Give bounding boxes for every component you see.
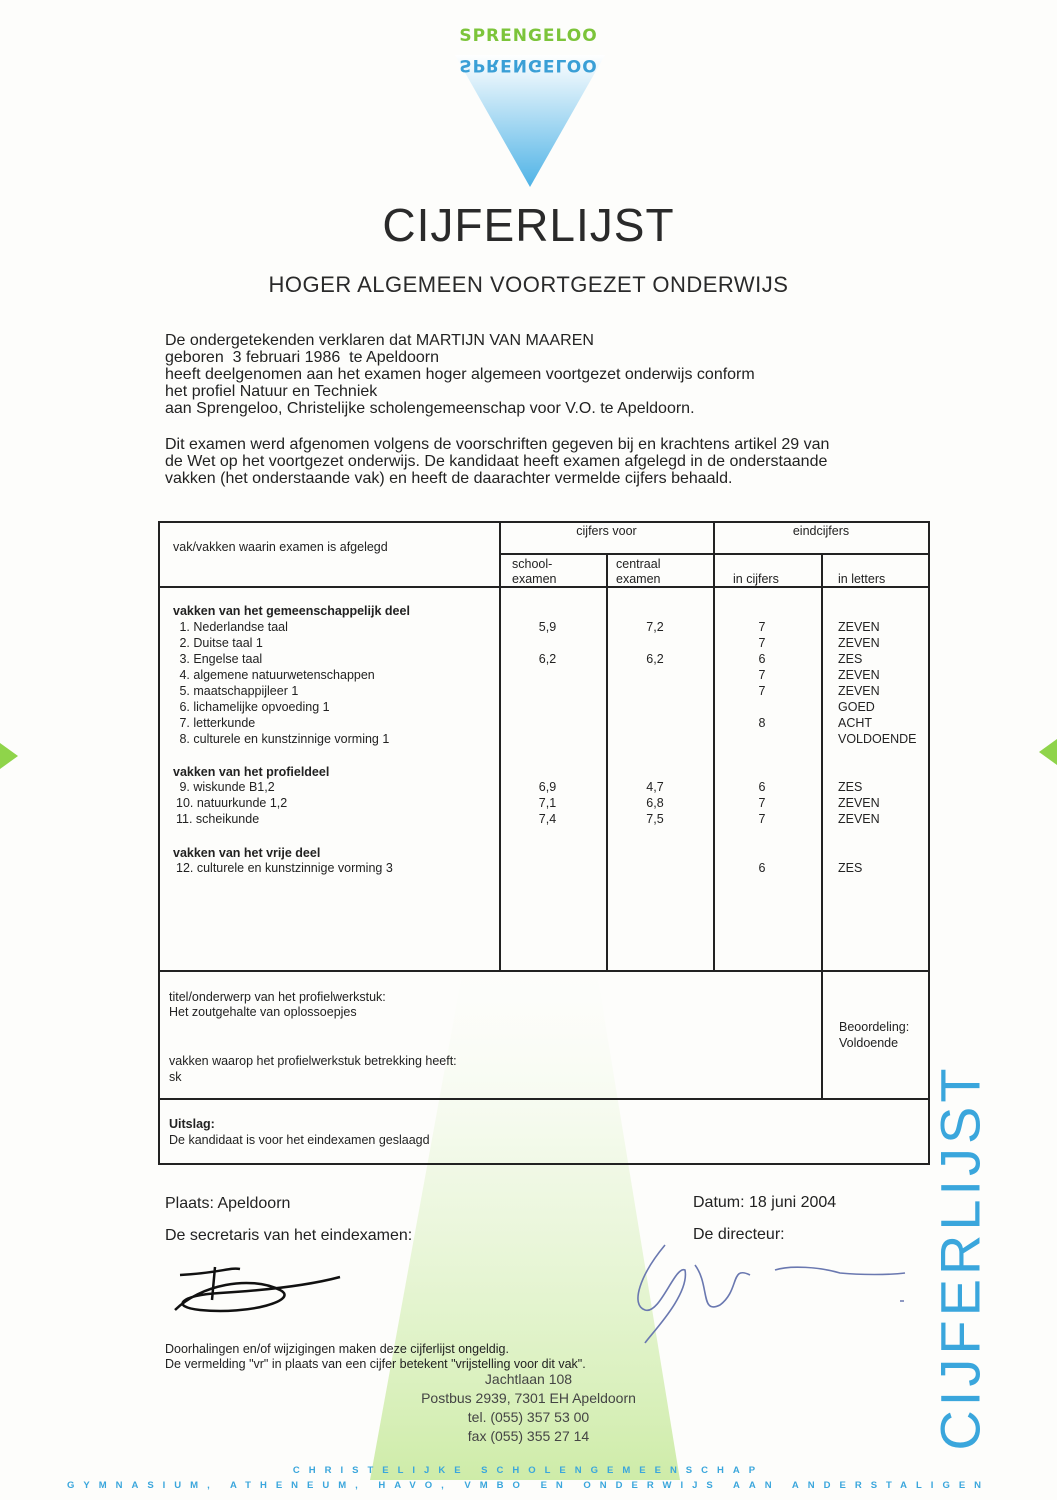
address-fax: fax (055) 355 27 14 (467, 1428, 590, 1444)
row-final-letters: ZES (838, 652, 863, 666)
row-school-grade: 6,9 (538, 780, 557, 794)
row-final-number: 6 (758, 780, 766, 794)
side-title: CIJFERLIJST (928, 1064, 992, 1451)
uitslag-label: Uitslag: (169, 1117, 215, 1131)
address-tel: tel. (055) 357 53 00 (467, 1409, 590, 1425)
header-centraal: examen (616, 572, 661, 586)
beoordeling-label: Beoordeling: (839, 1020, 910, 1034)
row-final-letters: ZEVEN (838, 636, 880, 650)
footer-line: CHRISTELIJKE SCHOLENGEMEENSCHAP (292, 1465, 765, 1476)
address-postbus: Postbus 2939, 7301 EH Apeldoorn (421, 1390, 636, 1406)
row-final-number: 7 (758, 620, 766, 634)
page-title: CIJFERLIJST (382, 199, 675, 251)
header-subjects: vak/vakken waarin examen is afgelegd (173, 540, 388, 554)
row-final-letters: ZEVEN (838, 620, 880, 634)
row-central-grade: 4,7 (646, 780, 664, 794)
left-marker-icon (0, 743, 18, 769)
row-subject: 2. Duitse taal 1 (176, 636, 263, 650)
row-final-number: 7 (758, 812, 766, 826)
datum: Datum: 18 juni 2004 (693, 1194, 837, 1211)
row-subject: 11. scheikunde (176, 812, 260, 826)
pws-vakken: sk (169, 1070, 182, 1084)
row-school-grade: 7,1 (538, 796, 557, 810)
row-subject: 1. Nederlandse taal (176, 620, 288, 634)
header-in-cijfers: in cijfers (733, 572, 779, 586)
directeur-label: De directeur: (693, 1226, 785, 1243)
row-final-letters: ACHT (838, 716, 873, 730)
row-subject: 12. culturele en kunstzinnige vorming 3 (176, 861, 393, 875)
row-final-number: 7 (758, 636, 766, 650)
row-subject: 7. letterkunde (176, 716, 256, 730)
row-central-grade: 7,5 (646, 812, 664, 826)
plaats: Plaats: Apeldoorn (165, 1195, 291, 1212)
uitslag-value: De kandidaat is voor het eindexamen geslaagd (169, 1133, 430, 1147)
row-final-letters: VOLDOENDE (838, 732, 917, 746)
header-school: school- (512, 557, 553, 571)
group-heading: vakken van het gemeenschappelijk deel (173, 604, 410, 618)
note-line: Doorhalingen en/of wijzigingen maken deze cijferlijst ongeldig. (165, 1342, 509, 1356)
intro-line: geboren 3 februari 1986 te Apeldoorn (165, 349, 439, 366)
row-final-letters: ZES (838, 861, 863, 875)
secretaris-signature (160, 1255, 360, 1325)
row-final-number: 7 (758, 668, 766, 682)
secretaris-label: De secretaris van het eindexamen: (165, 1227, 413, 1244)
page-subtitle: HOGER ALGEMEEN VOORTGEZET ONDERWIJS (268, 272, 789, 297)
row-school-grade: 6,2 (538, 652, 557, 666)
row-final-number: 7 (758, 796, 766, 810)
logo-text-mirror: SPRENGELOO (459, 55, 598, 75)
row-subject: 10. natuurkunde 1,2 (176, 796, 288, 810)
row-final-letters: GOED (838, 700, 875, 714)
intro-line: vakken (het onderstaande vak) en heeft de daarachter vermelde cijfers behaald. (165, 470, 733, 487)
intro-line: het profiel Natuur en Techniek (165, 383, 378, 400)
row-school-grade: 5,9 (538, 620, 557, 634)
intro-line: De ondergetekenden verklaren dat MARTIJN VAN MAAREN (165, 332, 594, 349)
pws-label: titel/onderwerp van het profielwerkstuk: (169, 990, 386, 1004)
header-centraal: centraal (616, 557, 661, 571)
header-cijfers-voor: cijfers voor (576, 524, 637, 538)
row-final-letters: ZEVEN (838, 668, 880, 682)
row-subject: 3. Engelse taal (176, 652, 263, 666)
logo-text: SPRENGELOO (459, 26, 598, 46)
row-final-letters: ZEVEN (838, 812, 880, 826)
row-school-grade: 7,4 (538, 812, 557, 826)
right-marker-icon (1039, 739, 1057, 765)
intro-line: heeft deelgenomen aan het examen hoger algemeen voortgezet onderwijs conform (165, 366, 755, 383)
row-final-letters: ZEVEN (838, 796, 880, 810)
address-street: Jachtlaan 108 (484, 1371, 573, 1387)
beoordeling-value: Voldoende (839, 1036, 899, 1050)
row-final-letters: ZES (838, 780, 863, 794)
row-final-number: 6 (758, 652, 766, 666)
row-subject: 5. maatschappijleer 1 (176, 684, 299, 698)
header-eindcijfers: eindcijfers (792, 524, 850, 538)
intro-line: aan Sprengeloo, Christelijke scholengemeenschap voor V.O. te Apeldoorn. (165, 400, 695, 417)
note-line: De vermelding "vr" in plaats van een cijfer betekent "vrijstelling voor dit vak". (165, 1357, 586, 1371)
row-final-number: 6 (758, 861, 766, 875)
intro-line: Dit examen werd afgenomen volgens de voorschriften gegeven bij en krachtens artikel 29 van (165, 436, 830, 453)
row-final-number: 8 (758, 716, 766, 730)
row-subject: 8. culturele en kunstzinnige vorming 1 (176, 732, 390, 746)
header-school: examen (512, 572, 557, 586)
row-subject: 6. lichamelijke opvoeding 1 (176, 700, 330, 714)
row-final-number: 7 (758, 684, 766, 698)
intro-line: de Wet op het voortgezet onderwijs. De kandidaat heeft examen afgelegd in de onderstaande (165, 453, 828, 470)
row-subject: 4. algemene natuurwetenschappen (176, 668, 375, 682)
row-central-grade: 6,2 (646, 652, 664, 666)
pws-title: Het zoutgehalte van oplossoepjes (169, 1005, 357, 1019)
footer-line: GYMNASIUM, ATHENEUM, HAVO, VMBO EN ONDERWIJS AAN ANDERSTALIGEN (66, 1480, 991, 1491)
row-central-grade: 6,8 (646, 796, 664, 810)
pws-vakken-label: vakken waarop het profielwerkstuk betrekking heeft: (169, 1054, 457, 1068)
group-heading: vakken van het profieldeel (173, 765, 330, 779)
header-in-letters: in letters (838, 572, 886, 586)
group-heading: vakken van het vrije deel (173, 846, 321, 860)
directeur-signature (600, 1235, 920, 1350)
row-final-letters: ZEVEN (838, 684, 880, 698)
row-subject: 9. wiskunde B1,2 (176, 780, 275, 794)
row-central-grade: 7,2 (646, 620, 664, 634)
